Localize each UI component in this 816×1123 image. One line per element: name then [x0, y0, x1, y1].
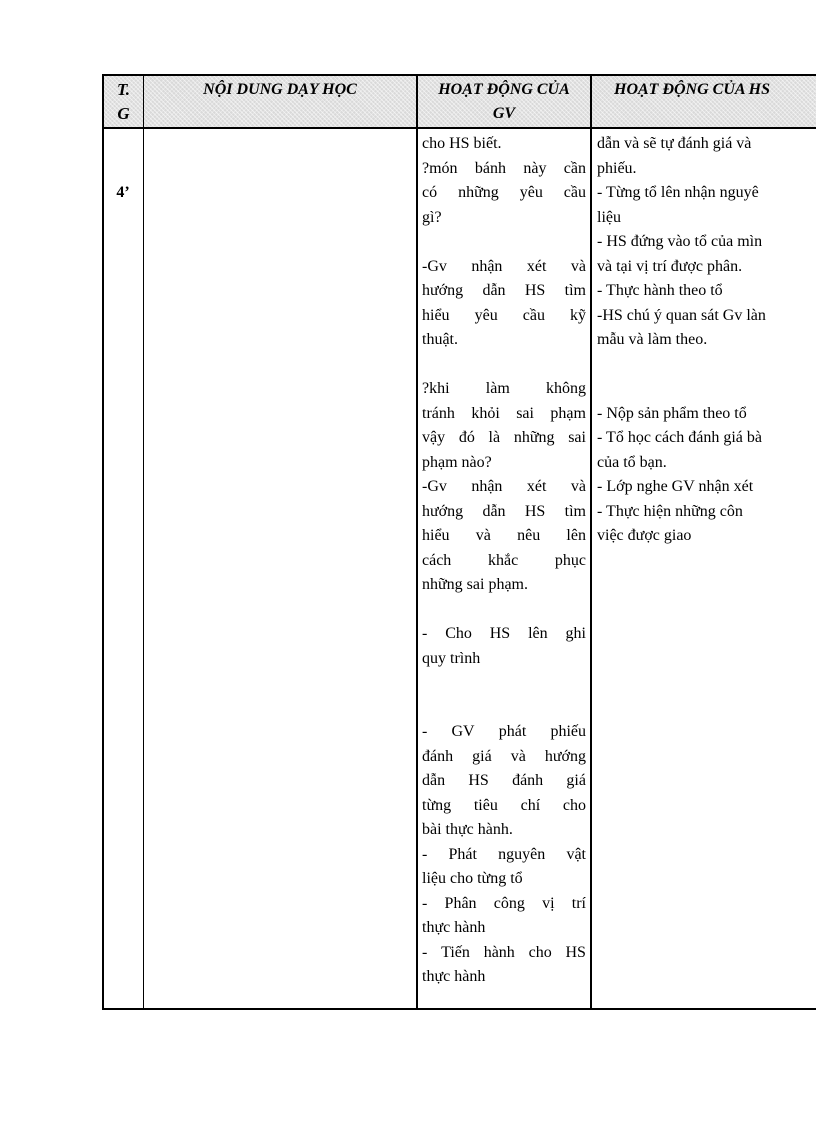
header-gv-line2: GV: [492, 105, 516, 122]
text-line: [422, 696, 586, 721]
gv-activities: [422, 132, 586, 990]
header-content: NỘI DUNG DẠY HỌC: [203, 81, 357, 98]
text-line: hướng dẫn HS tìm: [422, 502, 586, 520]
header-tg-line1: T.: [116, 80, 131, 99]
hs-activities: [597, 132, 816, 549]
text-line: - Cho HS lên ghi: [422, 625, 586, 642]
table-bottom-border: [102, 1008, 816, 1010]
header-gv: [418, 78, 590, 126]
text-line: cho HS biết.: [422, 135, 502, 152]
text-line: hướng dẫn HS tìm: [422, 282, 586, 299]
text-line: [597, 353, 816, 378]
text-line: - Tiến hành cho HS: [422, 943, 586, 961]
text-line: những sai phạm.: [422, 576, 528, 593]
text-line: liệu: [597, 208, 621, 226]
text-line: có những yêu cầu: [422, 184, 586, 201]
text-line: thực hành: [422, 919, 486, 936]
text-line: việc được giao: [597, 527, 692, 544]
column-divider-1: [143, 74, 144, 1010]
text-line: cách khắc phục: [422, 551, 586, 569]
text-line: quy trình: [422, 649, 481, 667]
column-divider-3: [590, 74, 592, 1010]
text-line: từng tiêu chí cho: [422, 796, 586, 814]
text-line: - Phát nguyên vật: [422, 845, 586, 863]
text-line: [597, 377, 816, 402]
text-line: phạm nào?: [422, 453, 492, 471]
text-line: dẫn và sẽ tự đánh giá và: [597, 135, 752, 152]
text-line: gì?: [422, 208, 442, 226]
text-line: - GV phát phiếu: [422, 723, 586, 740]
text-line: [422, 230, 586, 255]
text-line: dẫn HS đánh giá: [422, 772, 586, 789]
text-line: tránh khỏi sai phạm: [422, 404, 586, 422]
text-line: thực hành: [422, 968, 486, 985]
text-line: phiếu.: [597, 159, 637, 177]
text-line: của tổ bạn.: [597, 453, 667, 471]
text-line: hiểu yêu cầu kỹ: [422, 306, 586, 324]
table-top-border: [102, 74, 816, 76]
text-line: -Gv nhận xét và: [422, 257, 586, 275]
row-time: 4’: [116, 184, 130, 201]
text-line: hiểu và nêu lên: [422, 527, 586, 544]
text-line: mẫu và làm theo.: [597, 331, 708, 348]
text-line: liệu cho từng tổ: [422, 870, 523, 887]
header-gv-line1: HOẠT ĐỘNG CỦA: [438, 81, 570, 98]
text-line: -HS chú ý quan sát Gv làn: [597, 306, 766, 324]
text-line: - Thực hiện những côn: [597, 502, 743, 520]
text-line: - Nộp sản phẩm theo tổ: [597, 404, 747, 422]
text-line: [422, 671, 586, 696]
header-tg: [104, 78, 143, 126]
header-tg-line2: G: [117, 104, 130, 123]
text-line: [422, 353, 586, 378]
text-line: -Gv nhận xét và: [422, 478, 586, 495]
text-line: bài thực hành.: [422, 821, 513, 838]
text-line: thuật.: [422, 331, 458, 348]
text-line: - Phân công vị trí: [422, 894, 586, 912]
text-line: [422, 598, 586, 623]
table-left-border: [102, 74, 104, 1010]
text-line: - Từng tổ lên nhận nguyê: [597, 184, 759, 201]
text-line: - HS đứng vào tổ của mìn: [597, 233, 763, 250]
text-line: vậy đó là những sai: [422, 429, 586, 446]
text-line: và tại vị trí được phân.: [597, 257, 743, 275]
header-bottom-border: [102, 127, 816, 129]
lesson-table: [102, 74, 816, 1010]
text-line: ?món bánh này cần: [422, 159, 586, 177]
text-line: - Thực hành theo tổ: [597, 282, 723, 299]
column-divider-2: [416, 74, 418, 1010]
text-line: - Lớp nghe GV nhận xét: [597, 478, 754, 495]
text-line: - Tổ học cách đánh giá bà: [597, 429, 762, 446]
text-line: đánh giá và hướng: [422, 747, 586, 765]
header-hs: HOẠT ĐỘNG CỦA HS: [614, 81, 771, 98]
text-line: ?khi làm không: [422, 380, 586, 397]
